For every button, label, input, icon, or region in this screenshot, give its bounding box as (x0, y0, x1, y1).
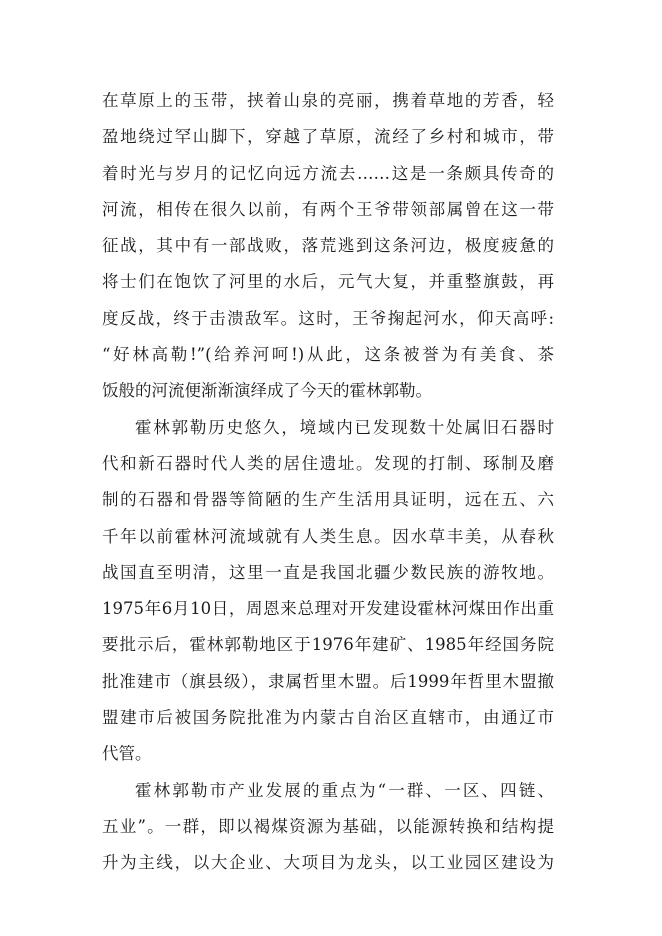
text-line: 饭般的河流便渐渐演绎成了今天的霍林郭勒。 (102, 381, 432, 401)
text-line: “好林高勒!”(给养河呵!)从此，这条被誉为有美食、茶 (102, 345, 554, 365)
text-line: 升为主线，以大企业、大项目为龙头，以工业园区建设为 (102, 853, 554, 873)
text-line: 霍林郭勒市产业发展的重点为“一群、一区、四链、 (135, 780, 554, 800)
paragraph-history (102, 410, 554, 773)
text-line: 着时光与岁月的记忆向远方流去……这是一条颇具传奇的 (102, 163, 554, 183)
text-line: 盈地绕过罕山脚下，穿越了草原，流经了乡村和城市，带 (102, 127, 554, 147)
text-line: 战国直至明清，这里一直是我国北疆少数民族的游牧地。 (102, 562, 554, 582)
text-line: 千年以前霍林河流域就有人类生息。因水草丰美，从春秋 (102, 526, 554, 546)
text-line: 1975年6月10日，周恩来总理对开发建设霍林河煤田作出重 (102, 599, 554, 619)
text-line: 盟建市后被国务院批准为内蒙古自治区直辖市，由通辽市 (102, 708, 554, 728)
text-line: 批准建市（旗县级），隶属哲里木盟。后1999年哲里木盟撤 (102, 671, 554, 691)
text-line: 代管。 (102, 744, 152, 764)
text-line: 五业”。一群，即以褐煤资源为基础，以能源转换和结构提 (102, 816, 554, 836)
article-body (102, 83, 554, 882)
text-line: 要批示后，霍林郭勒地区于1976年建矿、1985年经国务院 (102, 635, 554, 655)
text-line: 将士们在饱饮了河里的水后，元气大复，并重整旗鼓，再 (102, 272, 554, 292)
text-line: 制的石器和骨器等简陋的生产生活用具证明，远在五、六 (102, 490, 554, 510)
text-line: 河流，相传在很久以前，有两个王爷带领部属曾在这一带 (102, 199, 554, 219)
text-line: 在草原上的玉带，挟着山泉的亮丽，携着草地的芳香，轻 (102, 91, 554, 110)
text-line: 霍林郭勒历史悠久，境域内已发现数十处属旧石器时 (135, 417, 554, 437)
text-line: 代和新石器时代人类的居住遗址。发现的打制、琢制及磨 (102, 453, 554, 473)
text-line: 征战，其中有一部战败，落荒逃到这条河边，极度疲惫的 (102, 236, 554, 256)
paragraph-legend (102, 83, 554, 410)
paragraph-industry (102, 773, 554, 882)
text-line: 度反战，终于击溃敌军。这时，王爷掬起河水，仰天高呼: (102, 308, 554, 328)
